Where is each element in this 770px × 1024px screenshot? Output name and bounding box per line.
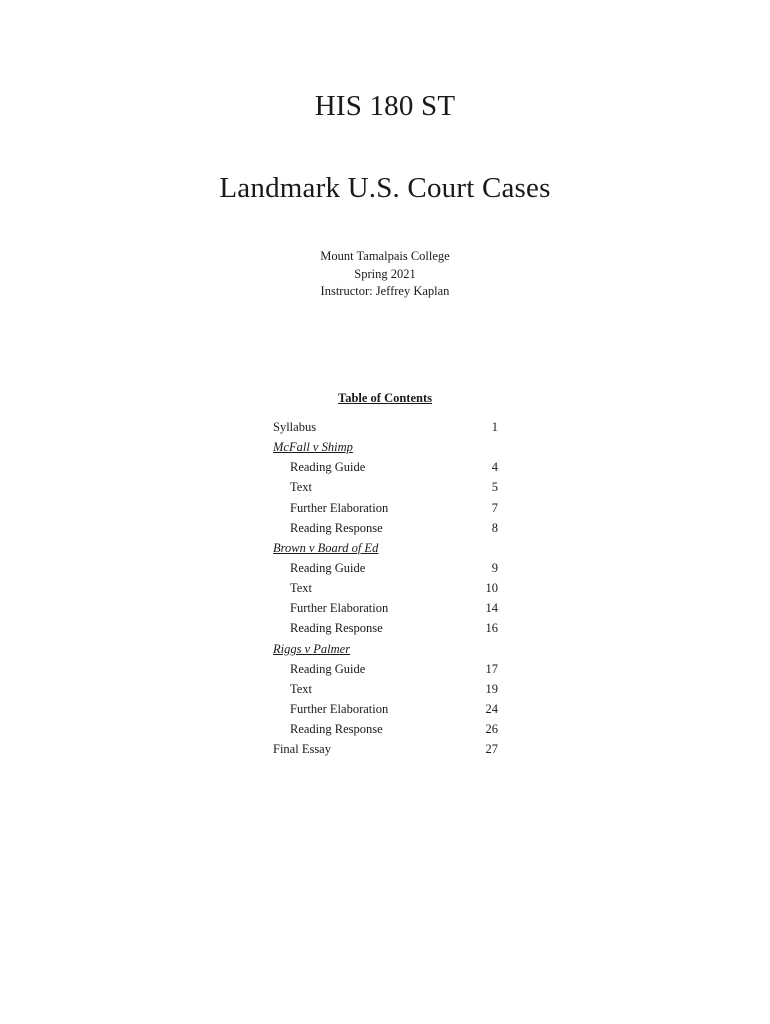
instructor: Instructor: Jeffrey Kaplan bbox=[320, 284, 450, 298]
toc-entry-label: Text bbox=[290, 581, 313, 596]
toc-entry-page: 4 bbox=[491, 460, 498, 475]
toc-case-label: Riggs v Palmer bbox=[273, 641, 351, 656]
table-of-contents bbox=[273, 417, 498, 759]
toc-case-riggs[interactable] bbox=[273, 639, 498, 659]
toc-entry-label: Further Elaboration bbox=[290, 601, 389, 616]
toc-entry-reading-response[interactable] bbox=[273, 518, 498, 538]
toc-case-mcfall[interactable] bbox=[273, 437, 498, 457]
toc-entry-reading-guide[interactable] bbox=[273, 457, 498, 477]
toc-entry-syllabus[interactable] bbox=[273, 417, 498, 437]
toc-entry-further-elaboration[interactable] bbox=[273, 598, 498, 618]
toc-heading: Table of Contents bbox=[338, 391, 432, 405]
toc-entry-reading-guide[interactable] bbox=[273, 558, 498, 578]
toc-entry-page: 27 bbox=[485, 742, 498, 757]
college-name: Mount Tamalpais College bbox=[320, 249, 450, 263]
toc-entry-page: 7 bbox=[491, 500, 498, 515]
toc-entry-page: 16 bbox=[485, 621, 498, 636]
toc-entry-label: Reading Guide bbox=[290, 560, 366, 575]
toc-entry-final-essay[interactable] bbox=[273, 739, 498, 759]
toc-entry-label: Final Essay bbox=[273, 742, 331, 757]
toc-entry-reading-response[interactable] bbox=[273, 719, 498, 739]
toc-entry-page: 24 bbox=[485, 701, 498, 716]
toc-entry-page: 5 bbox=[491, 480, 498, 495]
toc-entry-page: 8 bbox=[491, 520, 498, 535]
toc-entry-page: 1 bbox=[491, 420, 498, 434]
toc-entry-label: Further Elaboration bbox=[290, 500, 389, 515]
toc-entry-page: 19 bbox=[485, 681, 498, 696]
toc-entry-page: 26 bbox=[485, 722, 498, 737]
toc-entry-label: Text bbox=[290, 681, 313, 696]
toc-entry-label: Syllabus bbox=[273, 420, 317, 434]
toc-entry-page: 17 bbox=[485, 661, 498, 676]
course-title: Landmark U.S. Court Cases bbox=[219, 172, 551, 204]
term: Spring 2021 bbox=[354, 266, 416, 281]
toc-entry-page: 9 bbox=[491, 560, 498, 575]
toc-entry-reading-guide[interactable] bbox=[273, 659, 498, 679]
toc-entry-label: Reading Guide bbox=[290, 661, 366, 676]
toc-entry-further-elaboration[interactable] bbox=[273, 699, 498, 719]
toc-entry-label: Text bbox=[290, 480, 313, 495]
toc-entry-page: 14 bbox=[485, 601, 498, 616]
toc-entry-label: Reading Response bbox=[290, 722, 383, 737]
toc-entry-text[interactable] bbox=[273, 477, 498, 497]
toc-case-label: Brown v Board of Ed bbox=[273, 540, 379, 555]
toc-entry-label: Reading Response bbox=[290, 621, 383, 636]
toc-entry-reading-response[interactable] bbox=[273, 618, 498, 638]
toc-entry-page: 10 bbox=[485, 581, 498, 596]
toc-case-label: McFall v Shimp bbox=[273, 440, 353, 455]
toc-entry-text[interactable] bbox=[273, 578, 498, 598]
toc-entry-label: Further Elaboration bbox=[290, 701, 389, 716]
course-meta bbox=[0, 248, 770, 301]
toc-case-brown[interactable] bbox=[273, 538, 498, 558]
course-code: HIS 180 ST bbox=[314, 90, 456, 122]
toc-entry-text[interactable] bbox=[273, 679, 498, 699]
toc-entry-label: Reading Guide bbox=[290, 460, 366, 475]
toc-entry-further-elaboration[interactable] bbox=[273, 498, 498, 518]
toc-entry-label: Reading Response bbox=[290, 520, 383, 535]
